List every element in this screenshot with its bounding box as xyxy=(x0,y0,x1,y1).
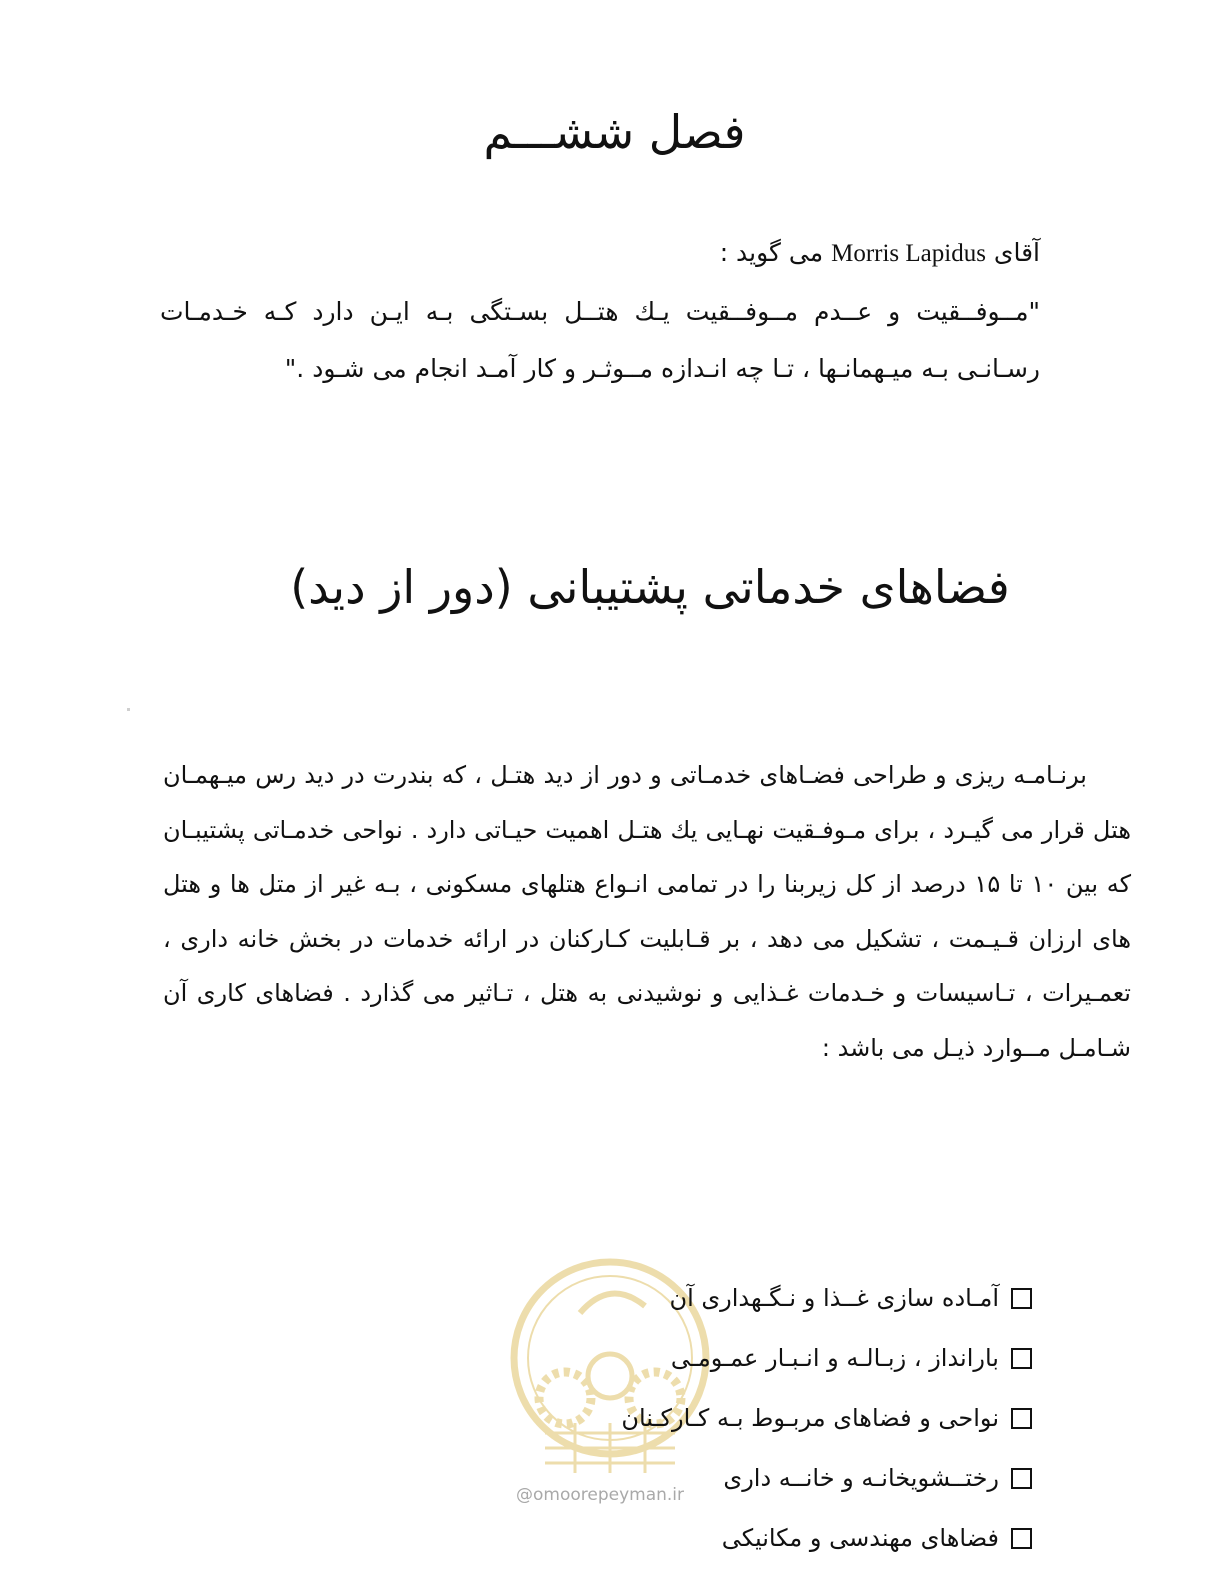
list-item-label: فضاهای مهندسی و مكانيكی xyxy=(721,1524,999,1552)
list-item-label: بارانداز ، زبـالـه و انـبـار عمـومـی xyxy=(670,1344,999,1372)
quote-intro-prefix: آقای xyxy=(993,238,1040,267)
list-item xyxy=(480,1268,1032,1328)
quote-block xyxy=(160,228,1040,397)
list-item-label: آمـاده سازی غــذا و نـگـهداری آن xyxy=(669,1284,999,1312)
quote-text: "مــوفــقيت و عــدم مــوفــقيت يـك هتــل بسـتگی بـه ايـن دارد كـه خـدمـات رسـانـی بـه ميـهمانـها ، تـا چه انـدازه مــوثـر و كار آمـد انجام می شـود ." xyxy=(160,297,1040,383)
list-item xyxy=(480,1388,1032,1448)
service-spaces-list xyxy=(480,1268,1032,1568)
list-item xyxy=(480,1328,1032,1388)
checkbox-icon xyxy=(1011,1528,1032,1549)
list-item-label: رختــشويخانـه و خانــه داری xyxy=(723,1464,999,1492)
section-title: فضاهای خدماتی پشتیبانی (دور از دید) xyxy=(290,560,1010,614)
quote-intro-suffix: می گوید : xyxy=(719,238,824,267)
list-item xyxy=(480,1448,1032,1508)
checkbox-icon xyxy=(1011,1288,1032,1309)
checkbox-icon xyxy=(1011,1468,1032,1489)
chapter-title: فصل ششـــم xyxy=(483,105,746,159)
list-item-label: نواحی و فضاهای مربـوط بـه كـاركـنان xyxy=(621,1404,999,1432)
quote-author-name: Morris Lapidus xyxy=(831,240,986,267)
body-paragraph: برنـامـه ريزی و طراحی فضـاهای خدمـاتی و دور از ديد هتـل ، كه بندرت در ديد رس ميـهمـان هتل قرار می گيـرد ، برای مـوفـقيت نهـايی يك هتـل اهميت حيـاتی دارد . نواحی خدمـاتی پشتيبـان كه بين ۱۰ تا ۱۵ درصد از كل زيربنا را در تمامی انـواع هتلهای مسكونی ، بـه غير از متل ها و هتل های ارزان قـيـمت ، تشكيل می دهد ، بر قـابليت كـاركنان در ارائه خدمات در بخش خانه داری ، تعمـيرات ، تـاسيسات و خـدمات غـذايی و نوشيدنی به هتل ، تـاثير می گذارد . فضاهای كاری آن شـامـل مــوارد ذيـل می باشد : xyxy=(163,761,1132,1062)
quote-attribution xyxy=(160,228,1040,279)
checkbox-icon xyxy=(1011,1408,1032,1429)
checkbox-icon xyxy=(1011,1348,1032,1369)
list-item xyxy=(480,1508,1032,1568)
scan-speck xyxy=(127,708,130,711)
watermark-text: @omoorepeyman.ir xyxy=(516,1485,685,1505)
